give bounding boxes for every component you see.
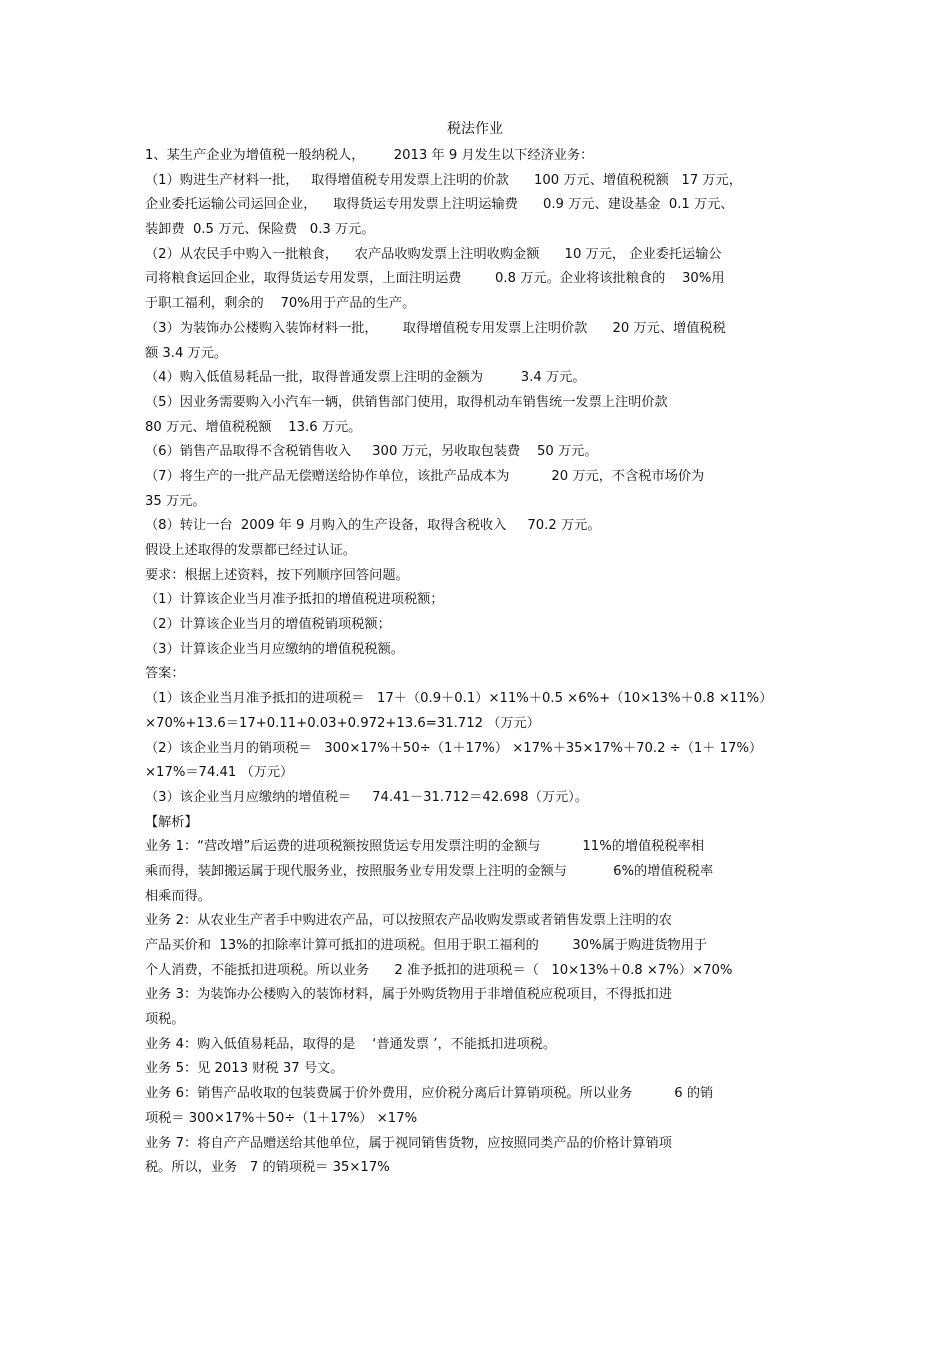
text-line: 项税。 — [145, 1012, 185, 1028]
text-line: ×17%＝74.41 （万元） — [145, 765, 294, 781]
text-line: 装卸费 0.5 万元、保险费 0.3 万元。 — [145, 222, 375, 238]
text-line: 答案： — [145, 666, 185, 682]
text-line: （1）计算该企业当月准予抵扣的增值税进项税额； — [145, 592, 444, 608]
text-line: 【解析】 — [145, 814, 198, 830]
text-line: 业务 7：将自产产品赠送给其他单位，属于视同销售货物，应按照同类产品的价格计算销项 — [145, 1135, 672, 1151]
text-line: 额 3.4 万元。 — [145, 345, 228, 361]
text-line: 假设上述取得的发票都已经过认证。 — [145, 543, 356, 558]
text-line: （2）该企业当月的销项税＝ 300×17%＋50÷（1＋17%） ×17%＋35×17%＋70.2 ÷（1＋ 17%） — [145, 740, 763, 756]
text-line: （3）计算该企业当月应缴纳的增值税税额。 — [145, 641, 404, 657]
text-line: 项税＝ 300×17%＋50÷（1＋17%） ×17% — [145, 1110, 418, 1126]
text-line: 相乘而得。 — [145, 888, 211, 904]
text-line: （5）因业务需要购入小汽车一辆，供销售部门使用，取得机动车销售统一发票上注明价款 — [145, 394, 668, 410]
text-line: （7）将生产的一批产品无偿赠送给协作单位，该批产品成本为 20 万元，不含税市场价为 — [145, 468, 705, 484]
text-line: 35 万元。 — [145, 493, 206, 509]
text-line: 要求：根据上述资料，按下列顺序回答问题。 — [145, 567, 409, 583]
text-line: 业务 6：销售产品收取的包装费属于价外费用，应价税分离后计算销项税。所以业务 6 的销 — [145, 1086, 714, 1102]
text-line: （4）购入低值易耗品一批，取得普通发票上注明的金额为 3.4 万元。 — [145, 370, 586, 386]
text-line: 企业委托运输公司运回企业， 取得货运专用发票上注明运输费 0.9 万元、建设基金 0.1 万元、 — [145, 197, 734, 213]
text-line: （1）该企业当月准予抵扣的进项税＝ 17＋（0.9＋0.1）×11%＋0.5 ×6%+（10×13%＋0.8 ×11%） — [145, 691, 773, 707]
text-line: 80 万元、增值税税额 13.6 万元。 — [145, 419, 362, 435]
text-line: 于职工福利，剩余的 70%用于产品的生产。 — [145, 296, 416, 312]
text-line: 个人消费，不能抵扣进项税。所以业务 2 准予抵扣的进项税＝（ 10×13%＋0.8 ×7%）×70% — [145, 962, 733, 978]
text-line: 1、某生产企业为增值税一般纳税人， 2013 年 9 月发生以下经济业务： — [145, 148, 594, 163]
text-line: 业务 5：见 2013 财税 37 号文。 — [145, 1061, 344, 1077]
text-line: （3）该企业当月应缴纳的增值税＝ 74.41－31.712＝42.698（万元）。 — [145, 789, 588, 805]
text-line: 业务 3：为装饰办公楼购入的装饰材料，属于外购货物用于非增值税应税项目，不得抵扣进 — [145, 987, 672, 1003]
text-line: ×70%+13.6＝17+0.11+0.03+0.972+13.6=31.712 （万元） — [145, 715, 540, 731]
text-line: 司将粮食运回企业，取得货运专用发票，上面注明运费 0.8 万元。企业将该批粮食的 30%用 — [145, 271, 725, 287]
text-line: 产品买价和 13%的扣除率计算可抵扣的进项税。但用于职工福利的 30%属于购进货物用于 — [145, 938, 708, 953]
text-line: 乘而得，装卸搬运属于现代服务业，按照服务业专用发票上注明的金额与 6%的增值税税率 — [145, 863, 714, 879]
text-line: （6）销售产品取得不含税销售收入 300 万元，另收取包装费 50 万元。 — [145, 444, 598, 460]
text-line: （8）转让一台 2009 年 9 月购入的生产设备，取得含税收入 70.2 万元。 — [145, 518, 601, 534]
text-line: （1）购进生产材料一批， 取得增值税专用发票上注明的价款 100 万元、增值税税额 17 万元， — [145, 172, 742, 188]
text-line: 业务 1：“营改增”后运费的进项税额按照货运专用发票注明的金额与 11%的增值税税率相 — [145, 839, 705, 855]
text-line: 税。所以，业务 7 的销项税＝ 35×17% — [145, 1160, 390, 1176]
text-line: 业务 4：购入低值易耗品，取得的是 ‘普通发票 ’，不能抵扣进项税。 — [145, 1036, 557, 1052]
page-title: 税法作业 — [447, 121, 503, 137]
text-line: （2）计算该企业当月的增值税销项税额； — [145, 617, 391, 633]
document-body — [145, 144, 815, 1181]
text-line: （3）为装饰办公楼购入装饰材料一批， 取得增值税专用发票上注明价款 20 万元、增值税税 — [145, 320, 726, 336]
text-line: 业务 2：从农业生产者手中购进农产品，可以按照农产品收购发票或者销售发票上注明的农 — [145, 913, 672, 929]
text-line: （2）从农民手中购入一批粮食， 农产品收购发票上注明收购金额 10 万元， 企业委托运输公 — [145, 246, 722, 262]
